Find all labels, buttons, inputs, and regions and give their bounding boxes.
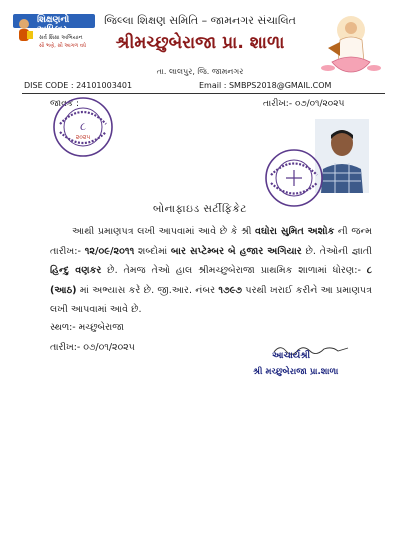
body-text-6: માં અભ્યાસ કરે છે. જી.આર. નંબર: [76, 284, 219, 296]
gr-number: ૧૭૯૭: [218, 284, 243, 296]
body-text-2: ની જન્મ તારીખ:-: [50, 226, 372, 257]
school-email: Email : SMBPS2018@GMAIL.COM: [199, 81, 332, 90]
birth-date-words: બાર સપ્ટેમ્બર બે હજાર અગિયાર: [170, 245, 302, 257]
birth-date: ૧૨/૦૯/૨૦૧૧: [84, 245, 135, 257]
body-text-1: આથી પ્રમાણપત્ર લખી આપવામાં આવે છે કે શ્રી: [72, 226, 256, 237]
standard: ૮ (આઠ): [50, 265, 373, 296]
caste: હિન્દુ વણકર: [50, 265, 102, 277]
body-text-7: પરથી ખરાઈ કરીને આ પ્રમાણપત્ર લખી આપવામાં આવે છે.: [50, 284, 372, 316]
school-address: તા. લાલપુર, જિ. જામનગર: [156, 67, 244, 76]
place: સ્થળ:- મચ્છુબેરાજા: [50, 322, 124, 333]
stamp-number: ૮: [79, 120, 87, 133]
stamp-year: ૨૦૨૫: [75, 134, 91, 141]
issue-date: તારીખ:- ૦૭/૦૧/૨૦૨૫: [263, 99, 345, 109]
student-name: વઘોરા સુમિત અશોક: [255, 226, 335, 237]
body-text-5: છે. તેમજ તેઓ હાલ શ્રીમચ્છુબેરાજા પ્રાથમિક શાળામાં ધોરણ:-: [101, 265, 367, 277]
logo-banner-text: શિક્ષણનો અધિકાર: [37, 15, 70, 35]
school-name: શ્રીમચ્છુબેરાજા પ્રા. શાળા: [115, 33, 285, 53]
certificate-title: બોનાફાઇડ સર્ટીફિકેટ: [153, 203, 247, 215]
body-text-4: છે. તેઓની જ્ઞાતી: [301, 245, 372, 257]
certificate-body: [50, 222, 372, 320]
outward-number-label: જાવક :: [50, 99, 79, 109]
saraswati-image: [318, 12, 384, 78]
logo-slogan: સૌ ભણે, સૌ આગળ વધે: [39, 43, 87, 49]
dise-code: DISE CODE : 24101003401: [24, 81, 133, 90]
signatory-title: આચાર્યશ્રી: [272, 351, 311, 361]
school-stamp: [52, 96, 114, 158]
header-divider: [22, 93, 385, 94]
logo-subtitle: સર્વ શિક્ષા અભિયાન: [39, 35, 83, 41]
school-stamp-2: [264, 148, 324, 208]
supervising-body: જિલ્લા શિક્ષણ સમિતિ – જામનગર સંચાલિત: [104, 14, 296, 27]
signatory-school: શ્રી મચ્છુબેરાજા પ્રા.શાળા: [253, 367, 339, 377]
signing-date: તારીખ:- ૦૭/૦૧/૨૦૨૫: [50, 342, 135, 353]
body-text-3: શબ્દોમાં: [134, 245, 171, 257]
